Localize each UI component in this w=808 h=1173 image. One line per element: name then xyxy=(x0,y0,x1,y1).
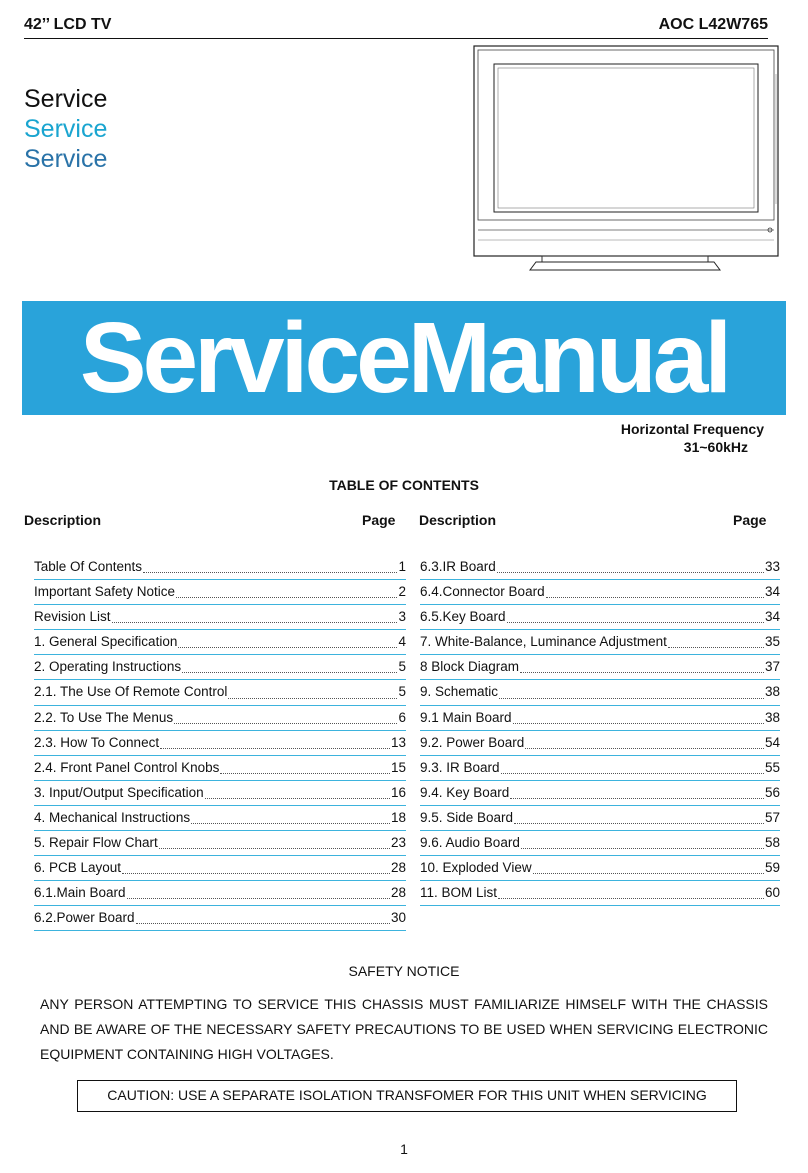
toc-right-page-header: Page xyxy=(733,512,767,528)
toc-leader-dots xyxy=(501,772,764,774)
toc-left-description-header: Description xyxy=(24,512,102,528)
toc-entry[interactable] xyxy=(34,856,406,881)
toc-entry[interactable] xyxy=(420,856,780,881)
toc-leader-dots xyxy=(178,646,397,648)
frequency-label: Horizontal Frequency xyxy=(620,421,764,437)
toc-entry[interactable] xyxy=(420,706,780,731)
toc-leader-dots xyxy=(514,822,764,824)
tv-illustration xyxy=(470,44,782,276)
toc-entry-page: 54 xyxy=(764,734,780,750)
toc-entry-title: 2.3. How To Connect xyxy=(34,734,160,750)
toc-leader-dots xyxy=(521,847,764,849)
toc-leader-dots xyxy=(510,797,764,799)
toc-entry[interactable] xyxy=(34,781,406,806)
toc-entry-title: Table Of Contents xyxy=(34,559,143,574)
toc-entry-title: 6.2.Power Board xyxy=(34,910,135,926)
toc-entry[interactable] xyxy=(420,831,780,856)
toc-leader-dots xyxy=(112,621,398,623)
toc-entry-page: 34 xyxy=(764,584,780,600)
toc-entry[interactable] xyxy=(420,605,780,630)
toc-entry-page: 30 xyxy=(390,910,406,926)
toc-entry[interactable] xyxy=(420,680,780,705)
toc-entry-title: Revision List xyxy=(34,609,111,625)
toc-entry-page: 35 xyxy=(764,634,780,650)
toc-entry[interactable] xyxy=(420,806,780,831)
header-model-type: 42’’ LCD TV xyxy=(24,16,112,33)
toc-entry-page: 23 xyxy=(390,835,406,851)
toc-entry[interactable] xyxy=(34,831,406,856)
toc-leader-dots xyxy=(127,897,390,899)
toc-entry[interactable] xyxy=(34,605,406,630)
toc-entry-title: 2.1. The Use Of Remote Control xyxy=(34,684,228,700)
toc-entry[interactable] xyxy=(34,881,406,906)
toc-entry-page: 5 xyxy=(398,659,406,675)
safety-notice-title: SAFETY NOTICE xyxy=(348,963,460,979)
toc-right-description-header: Description xyxy=(419,512,497,528)
toc-entry-page: 57 xyxy=(764,809,780,825)
toc-leader-dots xyxy=(499,697,764,699)
service-word-cyan: Service xyxy=(24,115,108,143)
toc-entry-page: 15 xyxy=(390,759,406,775)
toc-entry-title: 2. Operating Instructions xyxy=(34,659,182,675)
toc-entry-page: 13 xyxy=(390,734,406,750)
toc-entry-page: 58 xyxy=(764,835,780,851)
toc-leader-dots xyxy=(525,747,764,749)
toc-leader-dots xyxy=(546,596,764,598)
toc-leader-dots xyxy=(122,872,390,874)
toc-entry-page: 33 xyxy=(764,559,780,574)
toc-entry[interactable] xyxy=(420,731,780,756)
toc-entry[interactable] xyxy=(34,655,406,680)
toc-entry[interactable] xyxy=(420,756,780,781)
toc-leader-dots xyxy=(497,571,764,573)
toc-entry-title: 3. Input/Output Specification xyxy=(34,784,204,800)
toc-entry-title: 10. Exploded View xyxy=(420,860,532,876)
toc-leader-dots xyxy=(205,797,390,799)
toc-entry-page: 3 xyxy=(398,609,406,625)
toc-entry[interactable] xyxy=(420,881,780,906)
toc-leader-dots xyxy=(220,772,390,774)
toc-entry[interactable] xyxy=(420,555,780,580)
toc-title: TABLE OF CONTENTS xyxy=(329,477,479,493)
toc-entry[interactable] xyxy=(34,706,406,731)
toc-entry-page: 2 xyxy=(398,584,406,600)
toc-entry-title: 6.5.Key Board xyxy=(420,609,506,625)
toc-leader-dots xyxy=(160,747,390,749)
toc-entry-page: 38 xyxy=(764,684,780,700)
toc-entry-page: 18 xyxy=(390,809,406,825)
toc-entry-page: 55 xyxy=(764,759,780,775)
toc-entry[interactable] xyxy=(34,906,406,931)
toc-entry[interactable] xyxy=(34,555,406,580)
toc-entry[interactable] xyxy=(34,731,406,756)
toc-entry-title: 9.6. Audio Board xyxy=(420,835,520,851)
toc-entry-page: 28 xyxy=(390,860,406,876)
toc-leader-dots xyxy=(182,671,397,673)
toc-entry[interactable] xyxy=(420,630,780,655)
toc-right-column xyxy=(420,555,780,906)
toc-entry[interactable] xyxy=(34,806,406,831)
toc-entry[interactable] xyxy=(34,756,406,781)
toc-entry-title: 6. PCB Layout xyxy=(34,860,122,876)
toc-entry-page: 56 xyxy=(764,784,780,800)
toc-entry-page: 34 xyxy=(764,609,780,625)
service-word-black: Service xyxy=(24,85,108,113)
toc-leader-dots xyxy=(520,671,764,673)
toc-entry-title: 2.4. Front Panel Control Knobs xyxy=(34,759,220,775)
toc-leader-dots xyxy=(136,922,390,924)
toc-leader-dots xyxy=(176,596,397,598)
toc-entry-title: 9. Schematic xyxy=(420,684,499,700)
toc-entry-page: 38 xyxy=(764,709,780,725)
toc-entry-title: 8 Block Diagram xyxy=(420,659,520,675)
toc-entry-page: 5 xyxy=(398,684,406,700)
toc-leader-dots xyxy=(159,847,390,849)
toc-leader-dots xyxy=(668,646,764,648)
toc-leader-dots xyxy=(513,722,764,724)
toc-leader-dots xyxy=(507,621,764,623)
toc-leader-dots xyxy=(174,722,397,724)
toc-left-page-header: Page xyxy=(362,512,396,528)
toc-entry-title: Important Safety Notice xyxy=(34,584,176,600)
frequency-value: 31~60kHz xyxy=(683,439,748,455)
toc-entry-title: 4. Mechanical Instructions xyxy=(34,809,191,825)
caution-box: CAUTION: USE A SEPARATE ISOLATION TRANSFOMER FOR THIS UNIT WHEN SERVICING xyxy=(77,1080,737,1112)
toc-leader-dots xyxy=(143,571,397,573)
toc-entry[interactable] xyxy=(34,630,406,655)
safety-notice-body: ANY PERSON ATTEMPTING TO SERVICE THIS CHASSIS MUST FAMILIARIZE HIMSELF WITH THE CHASSIS AND BE AWARE OF THE NECESSARY SAFETY PRECAUTIONS TO BE USED WHEN SERVICING ELECTRONIC EQUIPMENT CONTAINING HIGH VOLTAGES. xyxy=(40,996,768,1062)
toc-entry[interactable] xyxy=(34,580,406,605)
toc-leader-dots xyxy=(228,697,397,699)
page-number: 1 xyxy=(400,1141,408,1157)
toc-entry-title: 6.1.Main Board xyxy=(34,885,126,901)
toc-leader-dots xyxy=(498,897,764,899)
service-manual-banner xyxy=(22,301,786,415)
toc-entry-title: 11. BOM List xyxy=(420,885,498,901)
toc-leader-dots xyxy=(533,872,764,874)
toc-entry-title: 7. White-Balance, Luminance Adjustment xyxy=(420,634,667,650)
toc-entry[interactable] xyxy=(420,655,780,680)
toc-entry-page: 60 xyxy=(764,885,780,901)
banner-title: ServiceManual xyxy=(79,302,729,414)
toc-entry-title: 9.2. Power Board xyxy=(420,734,525,750)
toc-entry[interactable] xyxy=(34,680,406,705)
service-word-blue: Service xyxy=(24,145,108,173)
toc-entry-page: 28 xyxy=(390,885,406,901)
toc-entry-title: 9.5. Side Board xyxy=(420,809,514,825)
toc-entry-title: 9.3. IR Board xyxy=(420,759,500,775)
toc-leader-dots xyxy=(191,822,390,824)
toc-entry-title: 2.2. To Use The Menus xyxy=(34,709,174,725)
toc-entry-title: 9.1 Main Board xyxy=(420,709,512,725)
frequency-block xyxy=(621,420,764,456)
page-header xyxy=(24,16,768,39)
toc-entry-title: 5. Repair Flow Chart xyxy=(34,835,158,851)
toc-entry-page: 37 xyxy=(764,659,780,675)
toc-entry-title: 6.3.IR Board xyxy=(420,559,496,574)
toc-entry-page: 16 xyxy=(390,784,406,800)
toc-entry[interactable] xyxy=(420,580,780,605)
toc-entry-page: 4 xyxy=(398,634,406,650)
toc-entry-page: 59 xyxy=(764,860,780,876)
toc-entry-title: 9.4. Key Board xyxy=(420,784,510,800)
toc-entry-title: 6.4.Connector Board xyxy=(420,584,545,600)
toc-entry-title: 1. General Specification xyxy=(34,634,178,650)
toc-left-column xyxy=(34,555,406,931)
header-model-number: AOC L42W765 xyxy=(658,16,768,33)
toc-entry-page: 6 xyxy=(398,709,406,725)
toc-entry-page: 1 xyxy=(398,559,406,574)
toc-entry[interactable] xyxy=(420,781,780,806)
